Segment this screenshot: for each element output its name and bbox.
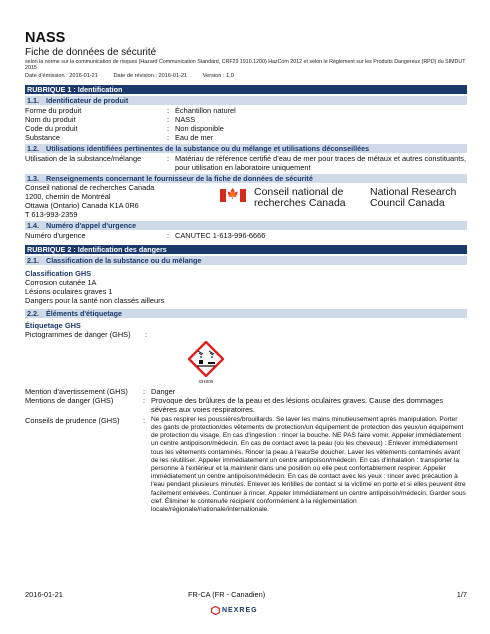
subsection-title: Identificateur de produit xyxy=(46,95,129,105)
logo-line: Conseil national de xyxy=(254,185,344,198)
subsection-number: 1.2. xyxy=(27,143,39,153)
subsection-1-4 xyxy=(25,221,467,230)
document-subtitle: Fiche de données de sécurité xyxy=(25,47,157,58)
subsection-1-2 xyxy=(25,144,467,153)
subsection-title: Classification de la substance ou du mélange xyxy=(46,255,202,265)
use-row: Utilisation de la substance/mélange : Matériau de référence certifié d'eau de mer pour traces de métaux et autres constituants, pour utilisation en laboratoire uniquement xyxy=(25,153,467,172)
row-label: Code du produit xyxy=(25,123,78,133)
emergency-label: Numéro d'urgence xyxy=(25,230,86,240)
supplier-address xyxy=(25,183,220,219)
section-2-header: RUBRIQUE 2 : Identification des dangers xyxy=(25,245,467,254)
hazard-label: Mentions de danger (GHS) xyxy=(25,395,114,405)
row-label: Substance xyxy=(25,132,60,142)
info-row: Forme du produit : Échantillon naturel xyxy=(25,106,467,115)
info-row: Code du produit : Non disponible xyxy=(25,124,467,133)
signal-row: Mention d'avertissement (GHS) : Danger xyxy=(25,387,467,396)
subsection-number: 2.2. xyxy=(27,308,39,318)
subsection-number: 1.1. xyxy=(27,95,39,105)
nexreg-hex-icon xyxy=(211,606,220,615)
footer-language: FR-CA (FR - Canadien) xyxy=(188,590,266,599)
prudence-label: Conseils de prudence (GHS) xyxy=(25,415,120,425)
pictogram-row: Pictogrammes de danger (GHS) : xyxy=(25,329,148,339)
subsection-2-1 xyxy=(25,256,467,265)
regulation-note: selon la norme sur la communication de risques (Hazard Communication Standard, CRF29 1910.1200) HazCom 2012 et selon le Règlement sur les Produits Dangereux (RPD) du SIMDUT 2015 xyxy=(25,59,466,72)
use-label: Utilisation de la substance/mélange xyxy=(25,153,142,163)
supplier-line: T 613-993-2359 xyxy=(25,209,78,219)
subsection-number: 2.1. xyxy=(27,255,39,265)
canada-flag-icon: 🍁 xyxy=(220,189,246,202)
classification-item: Dangers pour la santé non classés ailleurs xyxy=(25,295,165,305)
info-row: Nom du produit : NASS xyxy=(25,115,467,124)
sds-page xyxy=(25,30,467,514)
hazard-value: Provoque des brûlures de la peau et des lésions oculaires graves. Cause des dommages sévères aux voies respiratoires. xyxy=(151,395,444,414)
version: Version : 1,0 xyxy=(202,72,234,79)
subsection-number: 1.3. xyxy=(27,173,39,183)
row-label: Nom du produit xyxy=(25,114,76,124)
hazard-row: Mentions de danger (GHS) : Provoque des brûlures de la peau et des lésions oculaires graves. Cause des dommages sévères aux voies respiratoires. xyxy=(25,396,467,414)
row-value: NASS xyxy=(175,114,196,124)
logo-line: recherches Canada xyxy=(254,196,346,209)
subsection-1-3 xyxy=(25,174,467,183)
subsection-title: Renseignements concernant le fournisseur de la fiche de données de sécurité xyxy=(46,173,313,183)
row-value: Non disponible xyxy=(175,123,224,133)
subsection-2-2 xyxy=(25,309,467,318)
issue-date: Date d'émission : 2016-01-21 xyxy=(25,72,98,79)
section-1-header: RUBRIQUE 1 : Identification xyxy=(25,85,467,94)
subsection-title: Utilisations identifiées pertinentes de la substance ou du mélange et utilisations déconseillées xyxy=(46,143,370,153)
logo-line: National Research xyxy=(370,185,457,198)
document-title: NASS xyxy=(25,30,66,46)
subsection-1-1 xyxy=(25,96,467,105)
subsection-title: Éléments d'étiquetage xyxy=(46,308,122,318)
nrc-logo-en xyxy=(370,187,456,209)
subsection-title: Numéro d'appel d'urgence xyxy=(46,220,137,230)
classification-item: Lésions oculaires graves 1 xyxy=(25,286,113,296)
supplier-line: Ottawa (Ontario) Canada K1A 0R6 xyxy=(25,200,139,210)
supplier-line: 1200, chemin de Montréal xyxy=(25,191,111,201)
supplier-block xyxy=(25,183,467,219)
ghs-label-heading: Étiquetage GHS xyxy=(25,320,81,330)
emergency-value: CANUTEC 1-613-996-6666 xyxy=(175,230,266,240)
page-number: 1/7 xyxy=(456,590,467,599)
pictogram-code: GHS05 xyxy=(198,378,214,384)
logo-line: Council Canada xyxy=(370,196,445,209)
info-row: Substance : Eau de mer xyxy=(25,133,467,142)
row-label: Forme du produit xyxy=(25,105,82,115)
nrc-logo-fr xyxy=(254,187,364,209)
pictogram-label: Pictogrammes de danger (GHS) xyxy=(25,329,131,339)
corrosive-icon xyxy=(188,341,224,377)
page-footer xyxy=(25,590,467,599)
supplier-line: Conseil national de recherches Canada xyxy=(25,182,155,192)
subsection-number: 1.4. xyxy=(27,220,39,230)
prudence-row: Conseils de prudence (GHS) : Ne pas respirer les poussières/brouillards. Se laver les mains minutieusement après manipulation. Porter des gants de protection/des vêtements de protection/un équipement de protection des yeux/un équipement de protection du visage. En cas d'ingestion : rincer la bouche. NE PAS faire vomir. Appeler immédiatement un centre antipoison/médecin. En cas de contact avec la peau (ou les cheveux) : Enlever immédiatement tous les vêtements contaminés. Rincer la peau à l'eau/Se doucher. Laver les vêtements contaminés avant de les réutiliser. Appeler immédiatement un centre antipoison/médecin. En cas d'inhalation : transporter la personne à l'extérieur et la maintenir dans une position où elle peut confortablement respirer. Appeler immédiatement un centre antipoison/médecin. En cas de contact avec les yeux : rincer avec précaution à l'eau pendant plusieurs minutes. Enlever les lentilles de contact si la victime en porte et si elles peuvent être facilement enlevées. Continuer à rincer. Appeler immédiatement un centre antipoison/médecin. Garder sous clef. Éliminer le contenu/le récipient conformément à la réglementation locale/régionale/nationale/internationale. xyxy=(25,415,466,514)
ghs-classification-heading: Classification GHS xyxy=(25,268,92,278)
signal-label: Mention d'avertissement (GHS) xyxy=(25,386,128,396)
row-value: Eau de mer xyxy=(175,132,214,142)
use-value: Matériau de référence certifié d'eau de mer pour traces de métaux et autres constituants, pour utilisation en laboratoire uniquement xyxy=(175,153,467,172)
row-value: Échantillon naturel xyxy=(175,105,236,115)
document-dates xyxy=(25,73,467,80)
signal-value: Danger xyxy=(151,386,176,396)
brand-name: NEXREG xyxy=(222,607,258,614)
footer-date: 2016-01-21 xyxy=(25,590,63,599)
classification-item: Corrosion cutanée 1A xyxy=(25,277,97,287)
revision-date: Date de révision : 2016-01-21 xyxy=(113,72,188,79)
prudence-value: Ne pas respirer les poussières/brouillards. Se laver les mains minutieusement après manipulation. Porter des gants de protection/des vêtements de protection/un équipement de protection des yeux/un équipement de protection du visage. En cas d'ingestion : rincer la bouche. NE PAS faire vomir. Appeler immédiatement un centre antipoison/médecin. En cas de contact avec la peau (ou les cheveux) : Enlever immédiatement tous les vêtements contaminés. Rincer la peau à l'eau/Se doucher. Laver les vêtements contaminés avant de les réutiliser. Appeler immédiatement un centre antipoison/médecin. En cas d'inhalation : transporter la personne à l'extérieur et la maintenir dans une position où elle peut confortablement respirer. Appeler immédiatement un centre antipoison/médecin. En cas de contact avec les yeux : rincer avec précaution à l'eau pendant plusieurs minutes. Enlever les lentilles de contact si la victime en porte et si elles peuvent être facilement enlevées. Continuer à rincer. Appeler immédiatement un centre antipoison/médecin. Garder sous clef. Éliminer le contenu/le récipient conformément à la réglementation locale/régionale/nationale/internationale. xyxy=(151,415,466,514)
nexreg-logo xyxy=(211,606,258,615)
emergency-row: Numéro d'urgence : CANUTEC 1-613-996-6666 xyxy=(25,231,467,240)
ghs05-pictogram xyxy=(188,341,224,385)
